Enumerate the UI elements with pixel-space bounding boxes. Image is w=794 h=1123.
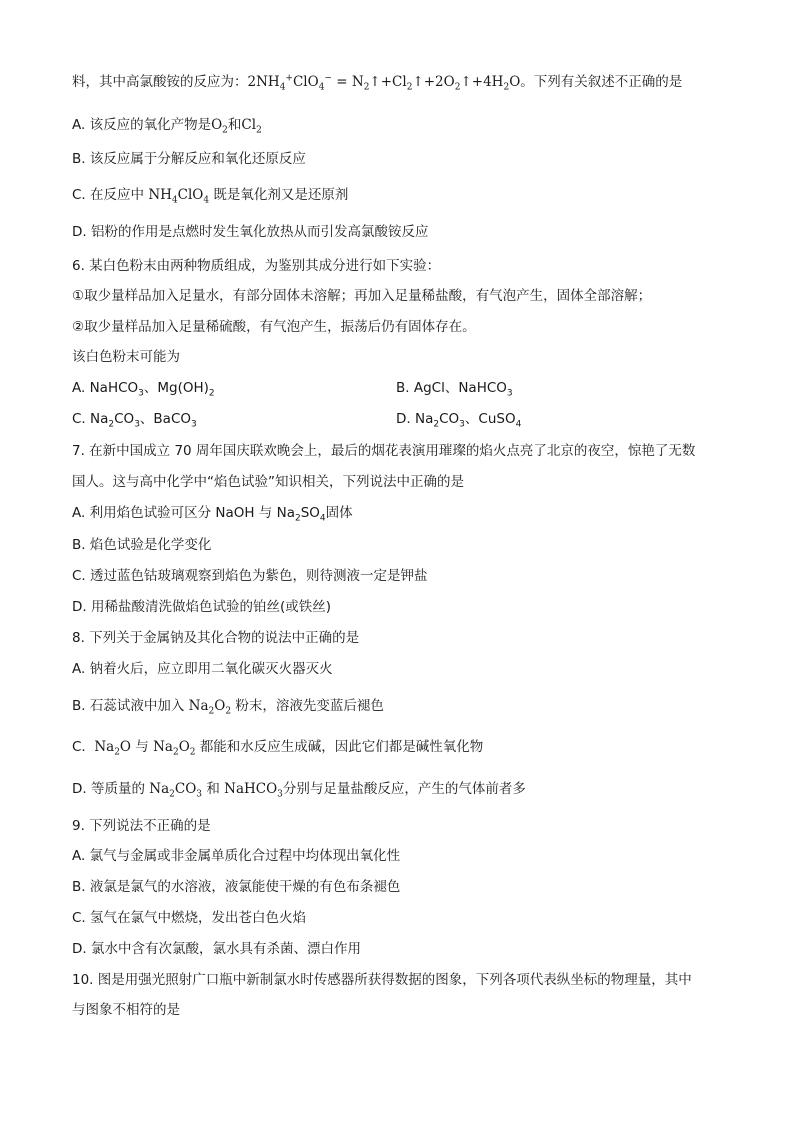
q8-option-d-pre: D. 等质量的 bbox=[72, 781, 145, 797]
q5-option-a-text: A. 该反应的氧化产物是 bbox=[72, 117, 212, 133]
q10-stem-line2: 与图象不相符的是 bbox=[72, 1002, 180, 1018]
q7-option-a: A. 利用焰色试验可区分 NaOH 与 $Na_2SO_4$固体 bbox=[72, 505, 353, 524]
q6-stem: 6. 某白色粉末由两种物质组成，为鉴别其成分进行如下实验： bbox=[72, 258, 441, 274]
formula-na2co3: $Na_2CO_3$ bbox=[149, 781, 203, 800]
q8-option-d bbox=[72, 779, 526, 799]
q6-option-d-text: D. Na bbox=[396, 411, 434, 427]
q8-stem: 8. 下列关于金属钠及其化合物的说法中正确的是 bbox=[72, 630, 360, 646]
q10-stem-line1: 10. 图是用强光照射广口瓶中新制氯水时传感器所获得数据的图象，下列各项代表纵坐标的物理量，其中 bbox=[72, 972, 692, 988]
q6-experiment-1: ①取少量样品加入足量水，有部分固体未溶解；再加入足量稀盐酸，有气泡产生，固体全部溶解； bbox=[72, 288, 652, 304]
q7-stem-line2: 国人。这与高中化学中“焰色试验”知识相关，下列说法中正确的是 bbox=[72, 474, 464, 490]
q9-option-c: C. 氢气在氯气中燃烧，发出苍白色火焰 bbox=[72, 910, 307, 926]
formula-cl2: $Cl_2$ bbox=[241, 117, 262, 136]
q6-experiment-2: ②取少量样品加入足量稀硫酸，有气泡产生，振荡后仍有固体存在。 bbox=[72, 319, 476, 335]
formula-na2o2: $Na_2O_2$ bbox=[188, 698, 232, 717]
q5-stem-tail bbox=[72, 72, 682, 92]
q7-option-a-text: A. 利用焰色试验可区分 NaOH 与 Na bbox=[72, 505, 295, 521]
q8-option-b-pre: B. 石蕊试液中加入 bbox=[72, 698, 185, 714]
q6-option-b-text: B. AgCl、NaHCO bbox=[396, 380, 507, 396]
q5-stem-prefix: 料，其中高氯酸铵的反应为： bbox=[72, 74, 248, 90]
formula-na2o: $Na_2O$ bbox=[94, 739, 131, 758]
formula-nh4clo4: $NH_4ClO_4$ bbox=[148, 187, 210, 206]
q5-option-b: B. 该反应属于分解反应和氧化还原反应 bbox=[72, 151, 306, 167]
q7-option-d: D. 用稀盐酸清洗做焰色试验的铂丝(或铁丝) bbox=[72, 599, 332, 615]
q5-option-a bbox=[72, 115, 262, 135]
q6-option-a-text: A. NaHCO bbox=[72, 380, 139, 396]
q5-option-c-post: 既是氧化剂又是还原剂 bbox=[213, 187, 349, 203]
q9-stem: 9. 下列说法不正确的是 bbox=[72, 818, 211, 834]
q6-option-a: A. NaHCO$_3$、$Mg(OH)_2$ bbox=[72, 380, 215, 399]
q7-stem-line1: 7. 在新中国成立 70 周年国庆联欢晚会上，最后的烟花表演用璀璨的焰火点亮了北京的夜空，惊艳了无数 bbox=[72, 443, 696, 459]
formula-nahco3: NaHCO$_3$ bbox=[224, 781, 283, 800]
q9-option-a: A. 氯气与金属或非金属单质化合过程中均体现出氧化性 bbox=[72, 848, 401, 864]
q8-option-b bbox=[72, 696, 384, 716]
q6-option-c: C. $Na_2CO_3$、BaCO$_3$ bbox=[72, 411, 197, 430]
formula-na2o2-c: $Na_2O_2$ bbox=[153, 739, 196, 758]
q8-option-c-mid: 与 bbox=[135, 739, 149, 755]
q9-option-d: D. 氯水中含有次氯酸，氯水具有杀菌、漂白作用 bbox=[72, 941, 361, 957]
q8-option-d-mid: 和 bbox=[206, 781, 220, 797]
q8-option-c: C. $Na_2O$ 与 $Na_2O_2$ 都能和水反应生成碱，因此它们都是碱性氧化物 bbox=[72, 739, 484, 758]
q8-option-b-post: 粉末，溶液先变蓝后褪色 bbox=[235, 698, 384, 714]
q9-option-b: B. 液氯是氯气的水溶液，液氯能使干燥的有色布条褪色 bbox=[72, 879, 401, 895]
q8-option-c-post: 都能和水反应生成碱，因此它们都是碱性氧化物 bbox=[199, 739, 484, 755]
q8-option-a: A. 钠着火后，应立即用二氧化碳灭火器灭火 bbox=[72, 661, 333, 677]
q6-option-d: D. $Na_2CO_3$、CuSO$_4$ bbox=[396, 411, 522, 430]
q5-option-c-pre: C. 在反应中 bbox=[72, 187, 145, 203]
q7-option-b: B. 焰色试验是化学变化 bbox=[72, 537, 212, 553]
q5-option-d: D. 铝粉的作用是点燃时发生氧化放热从而引发高氯酸铵反应 bbox=[72, 224, 429, 240]
q5-stem-suffix: 。下列有关叙述不正确的是 bbox=[520, 74, 683, 90]
q8-option-d-post: 分别与足量盐酸反应，产生的气体前者多 bbox=[282, 781, 526, 797]
q6-option-c-text: C. Na bbox=[72, 411, 109, 427]
formula-o2: $O_2$ bbox=[211, 117, 228, 136]
q6-question: 该白色粉末可能为 bbox=[72, 349, 180, 365]
q7-option-c: C. 透过蓝色钴玻璃观察到焰色为紫色，则待测液一定是钾盐 bbox=[72, 568, 428, 584]
q7-option-a-end: 固体 bbox=[325, 505, 353, 521]
q6-option-b: B. AgCl、NaHCO$_3$ bbox=[396, 380, 513, 399]
q5-option-c bbox=[72, 185, 348, 205]
reaction-equation: $2NH_4^+ClO_4^-$ = $N_2↑+Cl_2↑+2O_2↑+4H_2O$ bbox=[247, 73, 521, 93]
q5-option-a-and: 和 bbox=[227, 117, 242, 133]
